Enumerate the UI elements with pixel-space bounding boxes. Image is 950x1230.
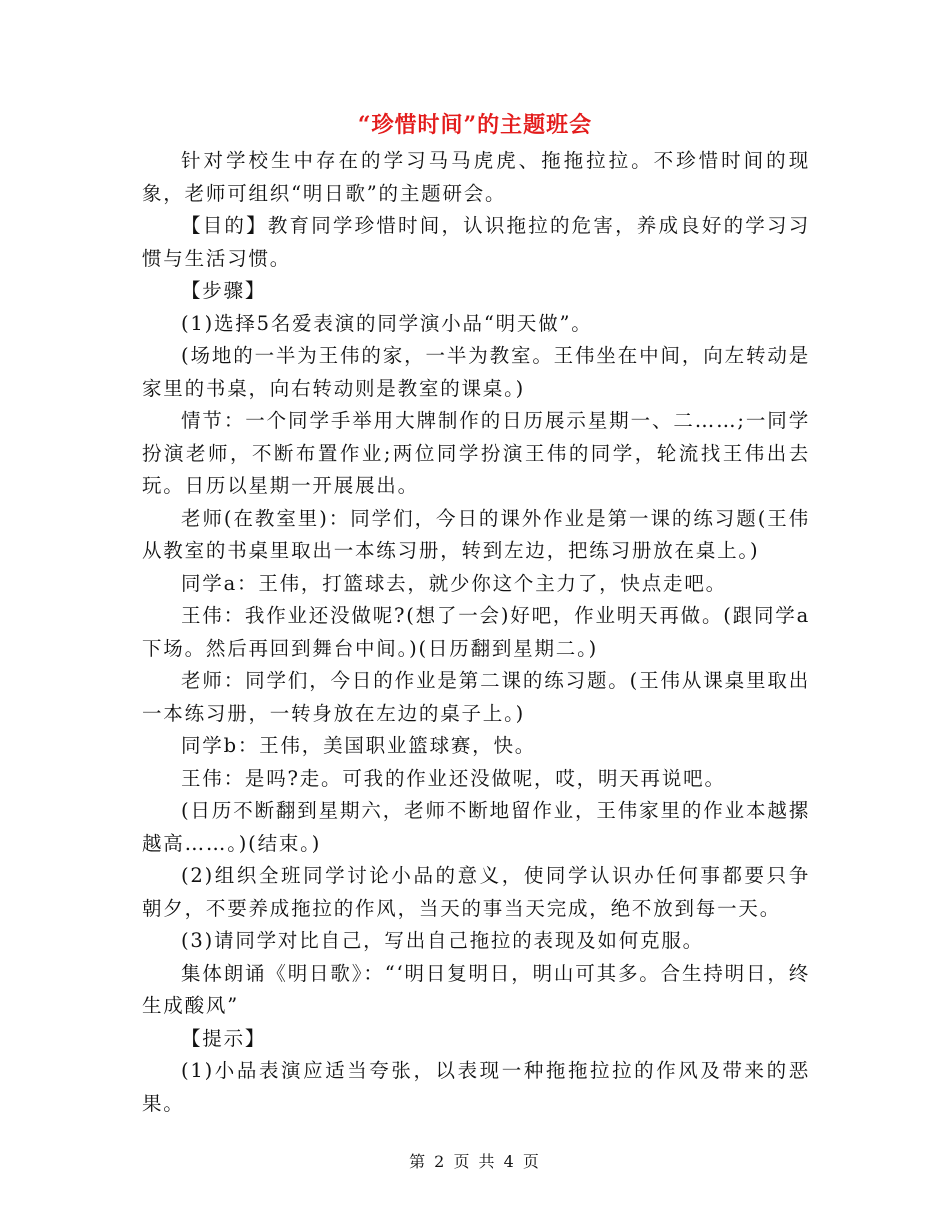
paragraph: 王伟：我作业还没做呢?(想了一会)好吧，作业明天再做。(跟同学a下场。然后再回到舞台中间。)(日历翻到星期二。) <box>142 604 811 660</box>
paragraph: (场地的一半为王伟的家，一半为教室。王伟坐在中间，向左转动是家里的书桌，向右转动则是教室的课桌。) <box>142 344 810 400</box>
paragraph: 同学a：王伟，打篮球去，就少你这个主力了，快点走吧。 <box>181 571 727 595</box>
document-title: “珍惜时间”的主题班会 <box>357 112 593 138</box>
paragraph: 老师：同学们，今日的作业是第二课的练习题。(王伟从课桌里取出一本练习册，一转身放在左边的桌子上。) <box>142 669 810 725</box>
paragraph: 同学b：王伟，美国职业篮球赛，快。 <box>181 734 537 757</box>
paragraph: 针对学校生中存在的学习马马虎虎、拖拖拉拉。不珍惜时间的现象，老师可组织“明日歌”的主题研会。 <box>142 149 810 205</box>
paragraph: (1)小品表演应适当夸张，以表现一种拖拖拉拉的作风及带来的恶果。 <box>142 1059 810 1115</box>
paragraph: 情节：一个同学手举用大牌制作的日历展示星期一、二……;一同学扮演老师，不断布置作业;两位同学扮演王伟的同学，轮流找王伟出去玩。日历以星期一开展展出。 <box>142 409 810 497</box>
paragraph: (2)组织全班同学讨论小品的意义，使同学认识办任何事都要只争朝夕，不要养成拖拉的作风，当天的事当天完成，绝不放到每一天。 <box>142 864 810 920</box>
paragraph: (日历不断翻到星期六，老师不断地留作业，王伟家里的作业本越摞越高……。)(结束。) <box>142 799 810 855</box>
document-body <box>142 145 810 1120</box>
paragraph: (3)请同学对比自己，写出自己拖拉的表现及如何克服。 <box>181 929 704 952</box>
paragraph: 王伟：是吗?走。可我的作业还没做呢，哎，明天再说吧。 <box>181 766 726 790</box>
page-number: 第 2 页 共 4 页 <box>409 1152 541 1171</box>
paragraph: 集体朗诵《明日歌》：“‘明日复明日，明山可其多。合生持明日，终生成酸风” <box>142 961 810 1017</box>
paragraph: 老师(在教室里)：同学们，今日的课外作业是第一课的练习题(王伟从教室的书桌里取出一本练习册，转到左边，把练习册放在桌上。) <box>142 506 810 562</box>
paragraph: 【提示】 <box>181 1026 267 1050</box>
paragraph: 【目的】教育同学珍惜时间，认识拖拉的危害，养成良好的学习习惯与生活习惯。 <box>142 214 810 270</box>
paragraph: 【步骤】 <box>181 279 267 302</box>
paragraph: (1)选择5名爱表演的同学演小品“明天做”。 <box>181 311 593 335</box>
